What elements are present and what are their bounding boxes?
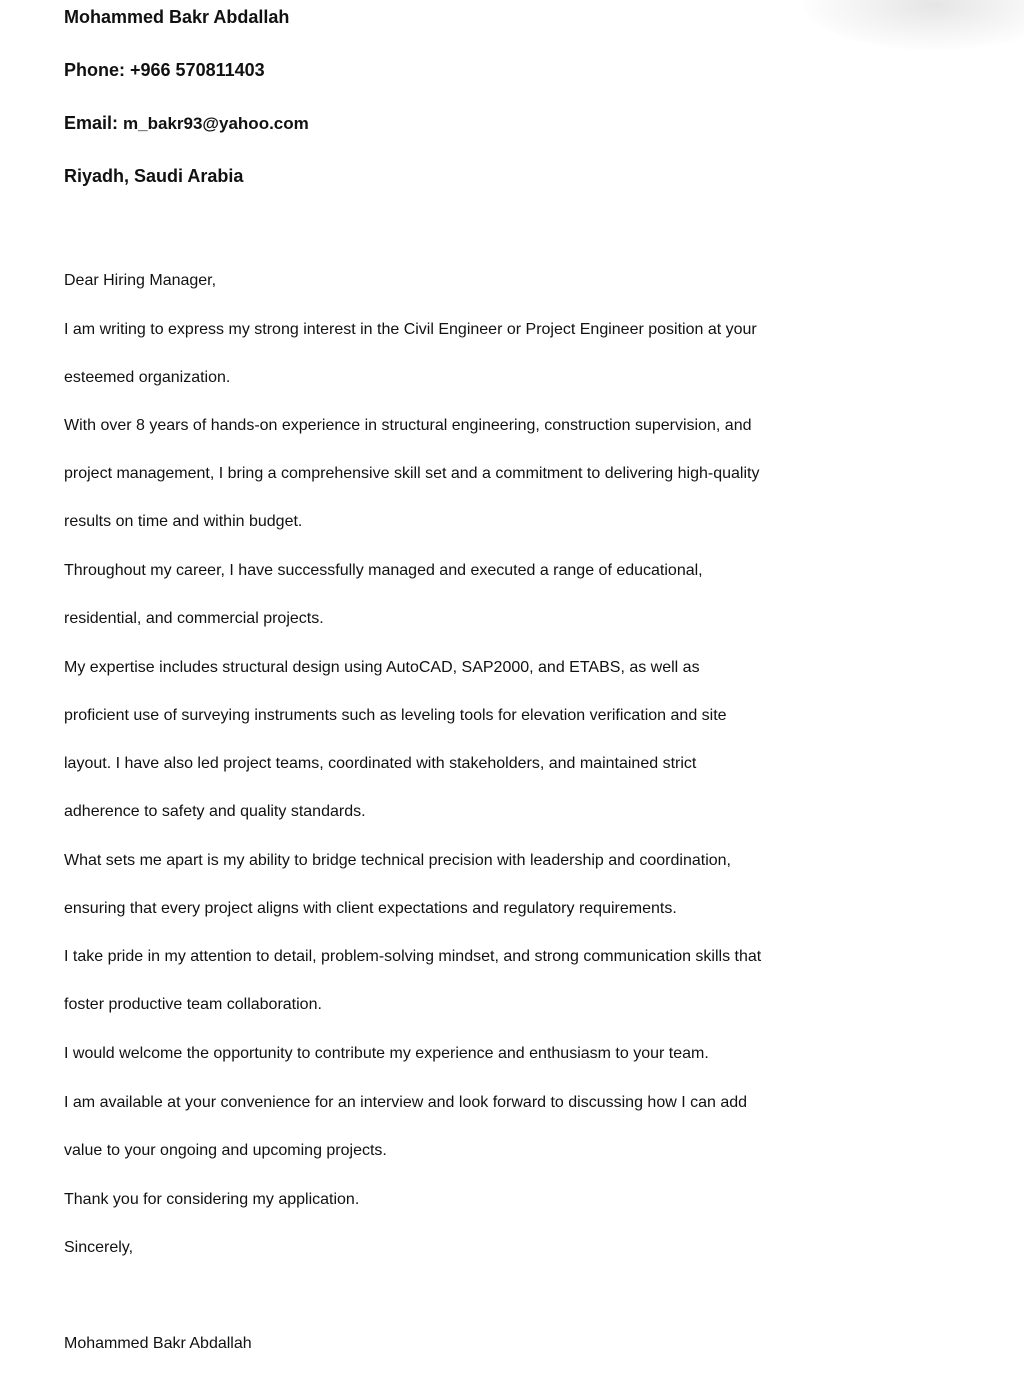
letter-line: foster productive team collaboration. bbox=[64, 996, 322, 1013]
sender-phone bbox=[64, 59, 265, 81]
letter-line: My expertise includes structural design using AutoCAD, SAP2000, and ETABS, as well as bbox=[64, 659, 700, 676]
sender-email bbox=[64, 112, 309, 135]
phone-number: +966 570811403 bbox=[130, 60, 265, 80]
email-label: Email: bbox=[64, 113, 119, 133]
letter-line: layout. I have also led project teams, coordinated with stakeholders, and maintained strict bbox=[64, 755, 697, 772]
letter-line: project management, I bring a comprehensive skill set and a commitment to delivering high-quality bbox=[64, 465, 760, 482]
letter-line: adherence to safety and quality standards. bbox=[64, 803, 366, 820]
salutation: Dear Hiring Manager, bbox=[64, 272, 217, 289]
phone-label: Phone: bbox=[64, 60, 125, 80]
letter-line: results on time and within budget. bbox=[64, 513, 303, 530]
letter-line: What sets me apart is my ability to bridge technical precision with leadership and coordination, bbox=[64, 852, 731, 869]
email-address: m_bakr93@yahoo.com bbox=[123, 114, 309, 133]
letter-line: value to your ongoing and upcoming projects. bbox=[64, 1142, 387, 1159]
sender-name: Mohammed Bakr Abdallah bbox=[64, 7, 290, 27]
letter-line: ensuring that every project aligns with client expectations and regulatory requirements. bbox=[64, 900, 677, 917]
page-shadow bbox=[804, 0, 1024, 50]
letter-line: I would welcome the opportunity to contribute my experience and enthusiasm to your team. bbox=[64, 1045, 709, 1062]
letter-line: Thank you for considering my application. bbox=[64, 1191, 360, 1208]
letter-line: I am writing to express my strong interest in the Civil Engineer or Project Engineer position at your bbox=[64, 321, 757, 338]
letter-line: I take pride in my attention to detail, problem-solving mindset, and strong communication skills that bbox=[64, 948, 762, 965]
closing: Sincerely, bbox=[64, 1239, 134, 1256]
letter-line: Throughout my career, I have successfully managed and executed a range of educational, bbox=[64, 562, 703, 579]
letter-line: esteemed organization. bbox=[64, 369, 231, 386]
signature: Mohammed Bakr Abdallah bbox=[64, 1335, 252, 1352]
letter-line: With over 8 years of hands-on experience in structural engineering, construction supervision, and bbox=[64, 417, 752, 434]
letter-line: proficient use of surveying instruments such as leveling tools for elevation verification and site bbox=[64, 707, 727, 724]
sender-location: Riyadh, Saudi Arabia bbox=[64, 166, 244, 186]
letter-line: residential, and commercial projects. bbox=[64, 610, 324, 627]
letter-line: I am available at your convenience for an interview and look forward to discussing how I can add bbox=[64, 1094, 748, 1111]
